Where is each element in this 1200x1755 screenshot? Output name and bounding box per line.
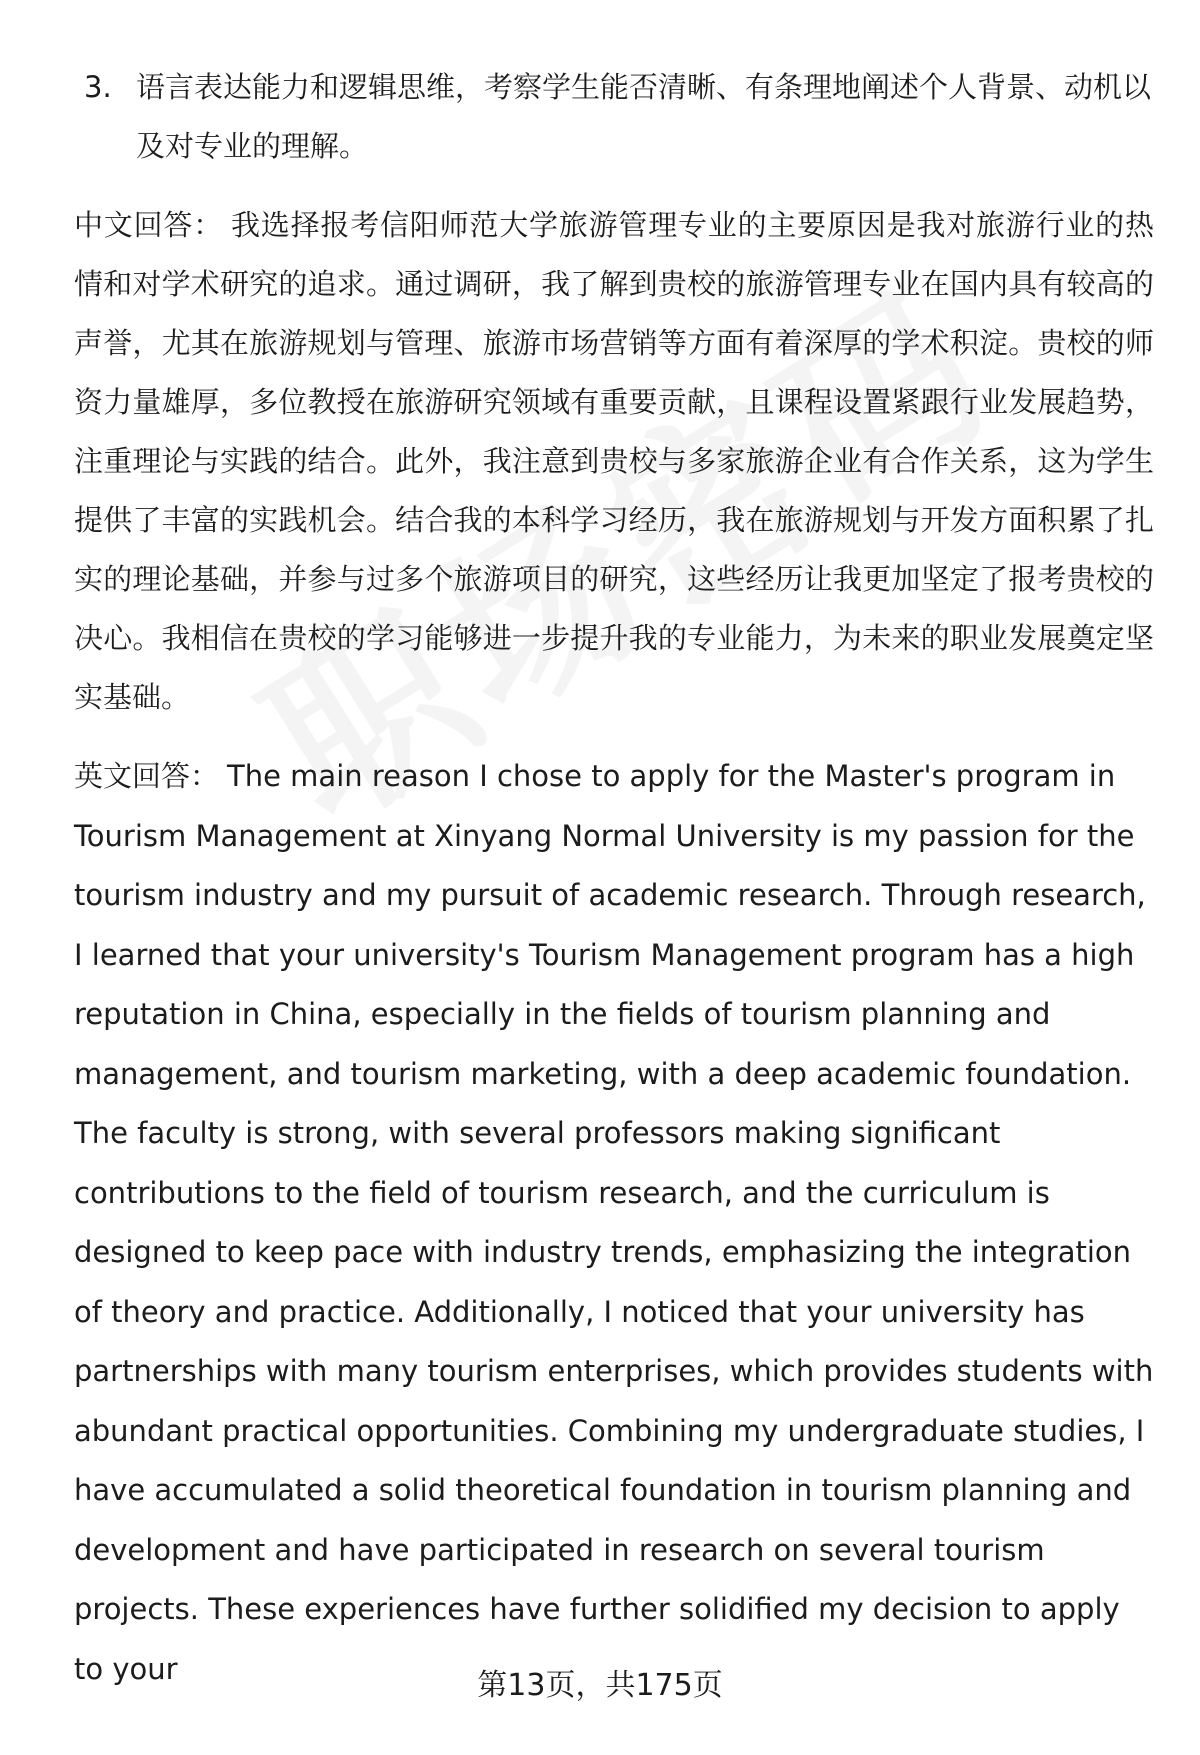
page-number: 第13页，共175页 <box>477 1668 723 1703</box>
page-content <box>74 58 1154 1719</box>
chinese-answer <box>74 196 1154 727</box>
item-text: 语言表达能力和逻辑思维，考察学生能否清晰、有条理地阐述个人背景、动机以及对专业的理解。 <box>136 70 1152 163</box>
numbered-item-3 <box>74 58 1154 176</box>
item-number: 3. <box>84 70 112 104</box>
chinese-answer-label: 中文回答： <box>74 208 223 242</box>
english-answer-text: The main reason I chose to apply for the Master's program in Tourism Management at Xinyang Normal University is my passion for the tourism industry and my pursuit of academic research. Through research, I learned that your university's Tourism Management program has a high reputation in China, especially in the fields of tourism planning and management, and tourism marketing, with a deep academic foundation. The faculty is strong, with several professors making significant contributions to the field of tourism research, and the curriculum is designed to keep pace with industry trends, emphasizing the integration of theory and practice. Additionally, I noticed that your university has partnerships with many tourism enterprises, which provides students with abundant practical opportunities. Combining my undergraduate studies, I have accumulated a solid theoretical foundation in tourism planning and development and have participated in research on several tourism projects. These experiences have further solidified my decision to apply to your <box>74 759 1154 1686</box>
chinese-answer-text: 我选择报考信阳师范大学旅游管理专业的主要原因是我对旅游行业的热情和对学术研究的追求。通过调研，我了解到贵校的旅游管理专业在国内具有较高的声誉，尤其在旅游规划与管理、旅游市场营销等方面有着深厚的学术积淀。贵校的师资力量雄厚，多位教授在旅游研究领域有重要贡献，且课程设置紧跟行业发展趋势，注重理论与实践的结合。此外，我注意到贵校与多家旅游企业有合作关系，这为学生提供了丰富的实践机会。结合我的本科学习经历，我在旅游规划与开发方面积累了扎实的理论基础，并参与过多个旅游项目的研究，这些经历让我更加坚定了报考贵校的决心。我相信在贵校的学习能够进一步提升我的专业能力，为未来的职业发展奠定坚实基础。 <box>74 208 1154 714</box>
english-answer <box>74 747 1154 1699</box>
english-answer-label: 英文回答： <box>74 759 220 793</box>
